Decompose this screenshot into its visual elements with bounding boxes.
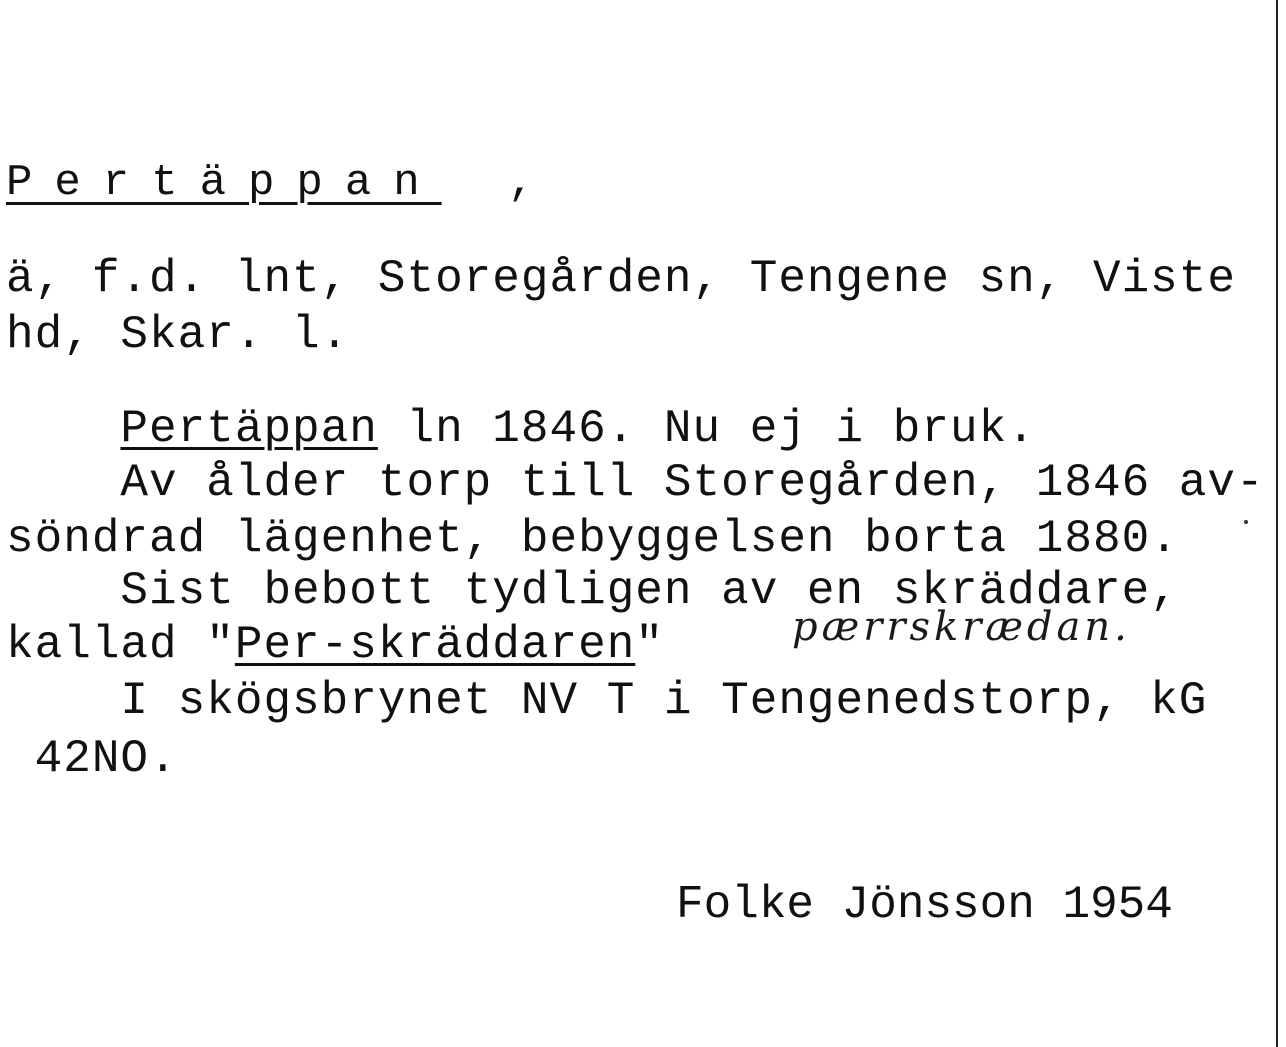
paragraph-3-line-2 [6,620,664,670]
stray-mark [1244,520,1248,524]
quote-close: " [635,619,664,671]
handwritten-note: pærrskrædan. [792,604,1131,650]
kallad-prefix: kallad " [6,619,235,671]
card-edge-line [1276,0,1278,1047]
paragraph-4-line-2: 42NO. [6,733,178,785]
location-line-2: hd, Skar. l. [6,309,350,361]
paragraph-2-line-2: söndrad lägenhet, bebyggelsen borta 1880. [6,513,1179,565]
paragraph-3-line-1: Sist bebott tydligen av en skräddare, [6,565,1179,617]
paragraph-1-indent [6,403,120,455]
signature: Folke Jönsson 1954 [676,879,1173,931]
paragraph-1 [6,404,1036,454]
card-title-comma: , [508,158,535,208]
location-line-1: ä, f.d. lnt, Storegården, Tengene sn, Viste [6,253,1236,305]
card-title: Pertäppan [6,158,442,208]
nickname-underlined: Per-skräddaren [234,619,636,671]
paragraph-4-line-1: I skögsbrynet NV T i Tengenedstorp, kG [6,675,1208,727]
paragraph-1-rest: ln 1846. Nu ej i bruk. [377,403,1036,455]
place-name-underlined: Pertäppan [120,403,378,455]
paragraph-2-line-1: Av ålder torp till Storegården, 1846 av- [6,457,1265,509]
